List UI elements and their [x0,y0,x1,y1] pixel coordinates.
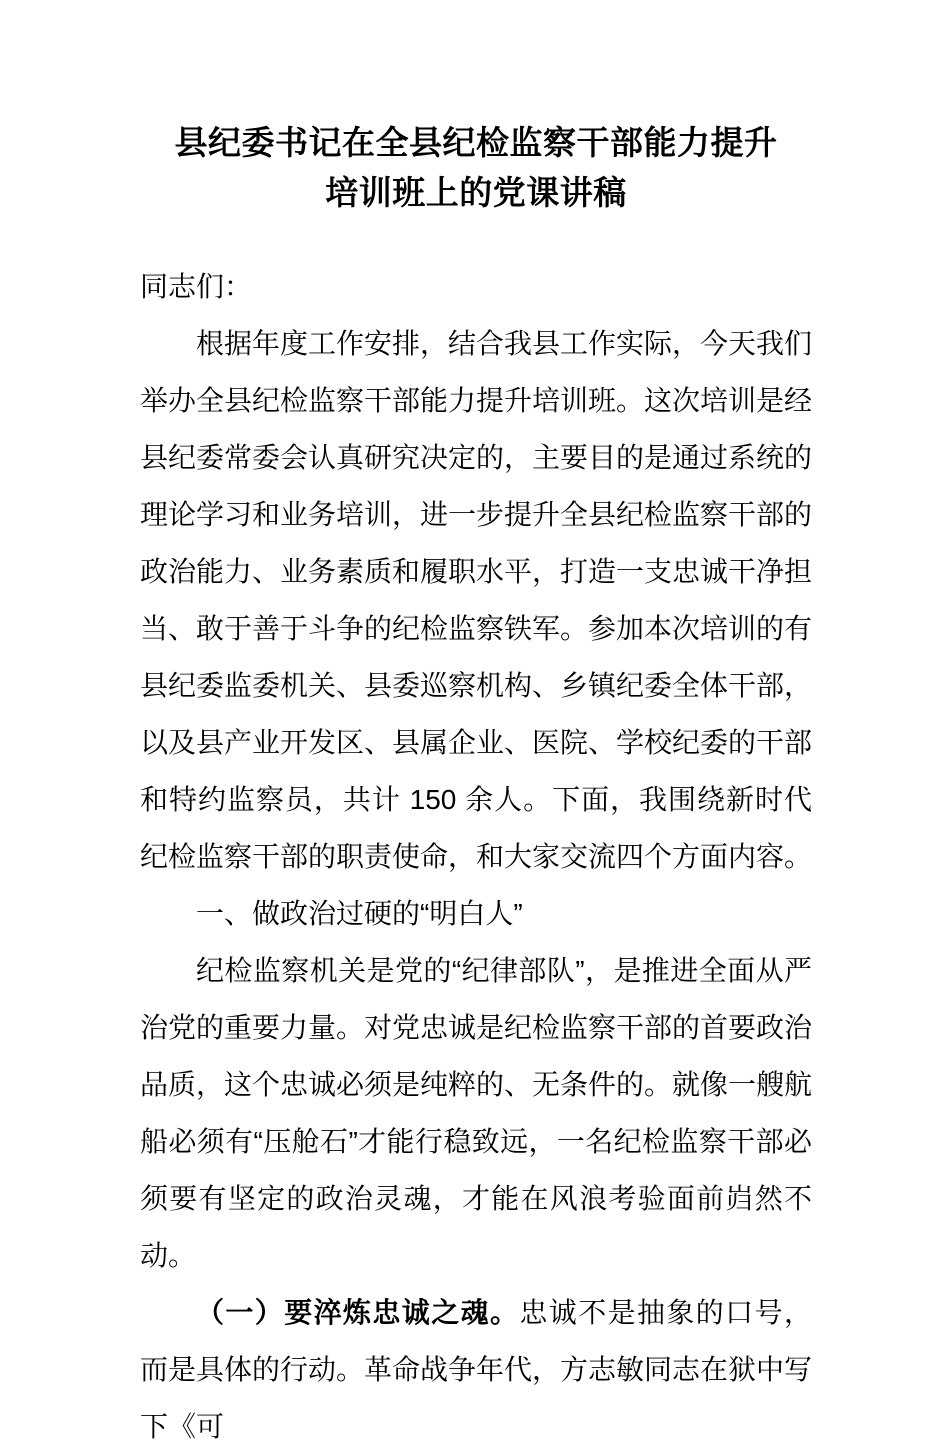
subsection-1-label: （一）要淬炼忠诚之魂。 [196,1297,520,1328]
document-content [140,0,812,1455]
page-title [140,0,812,218]
section-heading-1: 一、做政治过硬的“明白人” [196,898,523,929]
opening-paragraph: 根据年度工作安排，结合我县工作实际，今天我们举办全县纪检监察干部能力提升培训班。这次培训是经县纪委常委会认真研究决定的，主要目的是通过系统的理论学习和业务培训，进一步提升全县纪检监察干部的政治能力、业务素质和履职水平，打造一支忠诚干净担当、敢于善于斗争的纪检监察铁军。参加本次培训的有县纪委监委机关、县委巡察机构、乡镇纪委全体干部，以及县产业开发区、县属企业、医院、学校纪委的干部和特约监察员，共计 150 余人。下面，我围绕新时代纪检监察干部的职责使命，和大家交流四个方面内容。 [140,328,813,872]
subsection-1-paragraph [140,1284,812,1455]
section-1-paragraph: 纪检监察机关是党的“纪律部队”，是推进全面从严治党的重要力量。对党忠诚是纪检监察干部的首要政治品质，这个忠诚必须是纯粹的、无条件的。就像一艘航船必须有“压舱石”才能行稳致远，一名纪检监察干部必须要有坚定的政治灵魂，才能在风浪考验面前岿然不动。 [140,955,813,1271]
page-title-line-1: 县纪委书记在全县纪检监察干部能力提升 [174,124,778,161]
subsection-1-text: 忠诚不是抽象的口号，而是具体的行动。革命战争年代，方志敏同志在狱中写下《可 [140,1297,813,1442]
page-title-line-2: 培训班上的党课讲稿 [325,174,627,211]
salutation: 同志们： [140,271,253,302]
document-body [140,218,812,1455]
